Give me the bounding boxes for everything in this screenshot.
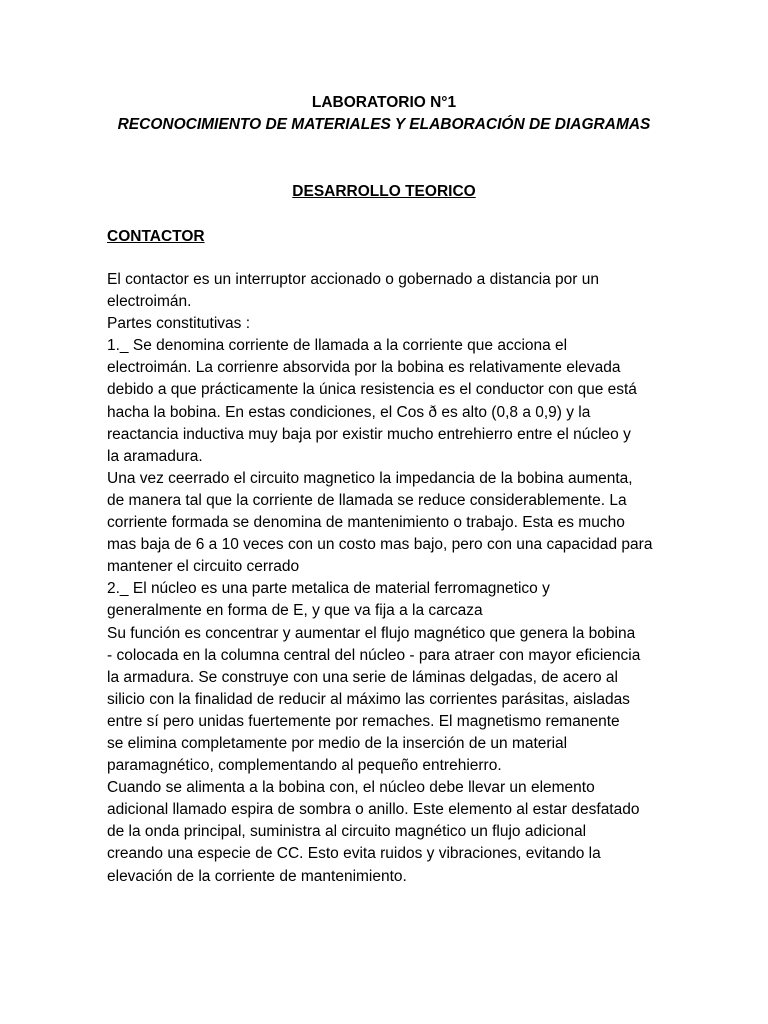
body-line: Partes constitutivas : xyxy=(107,315,251,333)
body-line: la aramadura. xyxy=(107,447,203,465)
body-line: Su función es concentrar y aumentar el flujo magnético que genera la bobina xyxy=(107,624,636,642)
body-line: silicio con la finalidad de reducir al máximo las corrientes parásitas, aisladas xyxy=(107,690,630,708)
subsection-heading: CONTACTOR xyxy=(107,228,205,245)
body-line: adicional llamado espira de sombra o anillo. Este elemento al estar desfatado xyxy=(107,801,640,819)
body-line: se elimina completamente por medio de la inserción de un material xyxy=(107,734,568,752)
body-text xyxy=(107,269,667,888)
body-line: elevación de la corriente de mantenimiento. xyxy=(107,867,407,885)
body-line: paramagnético, complementando al pequeño entrehierro. xyxy=(107,757,502,775)
body-line: El contactor es un interruptor accionado o gobernado a distancia por un xyxy=(107,271,600,288)
body-line: - colocada en la columna central del núcleo - para atraer con mayor eficiencia xyxy=(107,646,641,664)
body-line: debido a que prácticamente la única resistencia es el conductor con que está xyxy=(107,381,637,399)
body-line: de manera tal que la corriente de llamada se reduce considerablemente. La xyxy=(107,491,627,509)
body-line: electroimán. La corrienre absorvida por la bobina es relativamente elevada xyxy=(107,359,621,377)
body-line: Una vez ceerrado el circuito magnetico la impedancia de la bobina aumenta, xyxy=(107,469,633,487)
body-line: 1._ Se denomina corriente de llamada a la corriente que acciona el xyxy=(107,337,568,355)
body-line: corriente formada se denomina de mantenimiento o trabajo. Esta es mucho xyxy=(107,514,625,532)
body-line: entre sí pero unidas fuertemente por remaches. El magnetismo remanente xyxy=(107,712,620,730)
document-title: LABORATORIO N°1 xyxy=(311,94,457,111)
body-line: generalmente en forma de E, y que va fija a la carcaza xyxy=(107,602,483,620)
body-line: Cuando se alimenta a la bobina con, el núcleo debe llevar un elemento xyxy=(107,779,595,797)
body-line: creando una especie de CC. Esto evita ruidos y vibraciones, evitando la xyxy=(107,845,601,863)
section-heading: DESARROLLO TEORICO xyxy=(292,183,476,200)
body-line: de la onda principal, suministra al circuito magnético un flujo adicional xyxy=(107,823,587,841)
body-line: mantener el circuito cerrado xyxy=(107,558,300,576)
body-line: hacha la bobina. En estas condiciones, el Cos ð es alto (0,8 a 0,9) y la xyxy=(107,403,591,421)
body-line: electroimán. xyxy=(107,293,192,311)
body-line: 2._ El núcleo es una parte metalica de material ferromagnetico y xyxy=(107,580,550,598)
document-subtitle: RECONOCIMIENTO DE MATERIALES Y ELABORACIÓN DE DIAGRAMAS xyxy=(117,116,651,133)
body-line: mas baja de 6 a 10 veces con un costo mas bajo, pero con una capacidad para xyxy=(107,536,653,554)
body-line: la armadura. Se construye con una serie de láminas delgadas, de acero al xyxy=(107,668,618,686)
body-line: reactancia inductiva muy baja por existir mucho entrehierro entre el núcleo y xyxy=(107,425,631,443)
